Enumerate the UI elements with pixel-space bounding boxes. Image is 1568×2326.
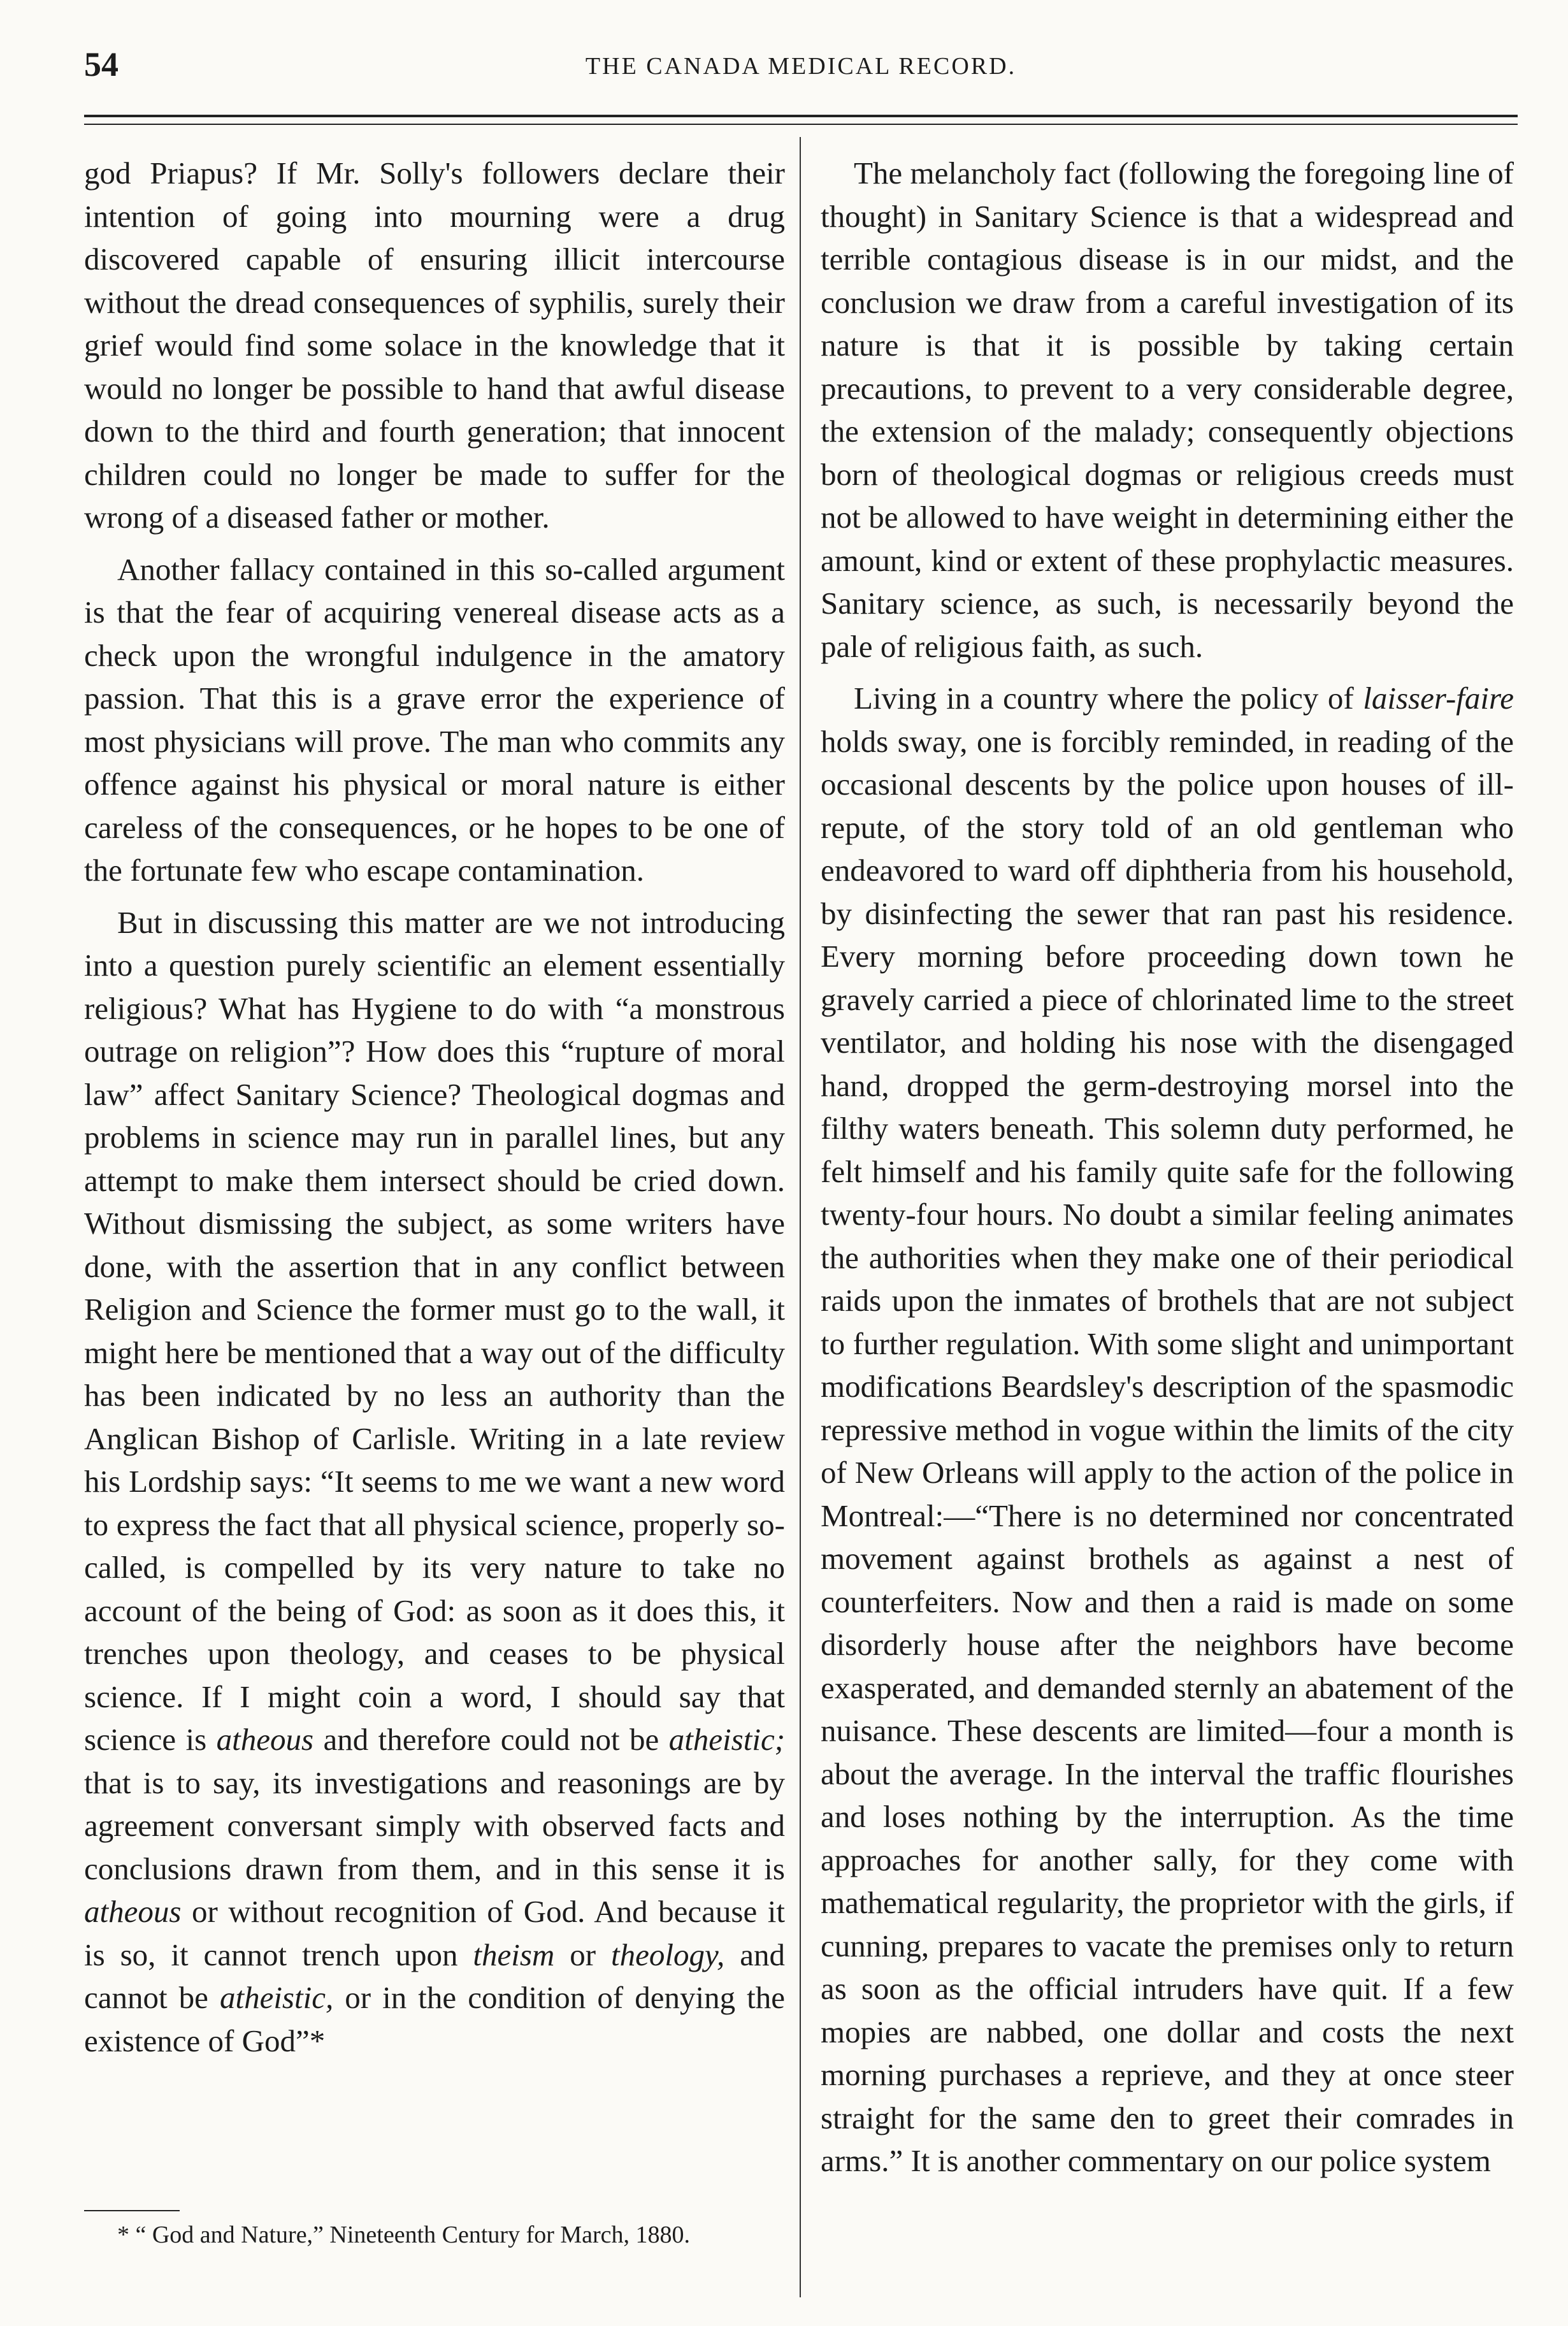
italic-term: laisser-faire (1363, 681, 1514, 716)
footnote (84, 2218, 785, 2253)
text-run: or (570, 1937, 596, 1972)
italic-term: atheous (84, 1894, 182, 1929)
column-divider (800, 137, 801, 2297)
text-run: or without recognition of God. And because it is so, it cannot trench upon (84, 1894, 785, 1972)
text-run: that is to say, its investigations and reasonings are by agreement conversant simply with observed facts and conclusions drawn from them, and in this sense it is (84, 1765, 785, 1886)
left-column (84, 152, 785, 2071)
italic-term: atheistic; (668, 1722, 786, 1757)
right-column (821, 152, 1514, 2192)
header-rule-thick (84, 115, 1518, 117)
right-paragraph-2 (821, 677, 1514, 2183)
header-rule-thin (84, 124, 1518, 125)
text-run: Living in a country where the policy of (854, 681, 1354, 716)
text-run: holds sway, one is forcibly reminded, in reading of the occasional descents by the police upon houses of ill-repute, of the story told of an old gentleman who endeavored to ward off diphtheria from his household, by disinfecting the sewer that ran past his residence. Every morning before proceeding down town he gravely carried a piece of chlorinated lime to the street ventilator, and holding his nose with the disengaged hand, dropped the germ-destroying morsel into the filthy waters beneath. This solemn duty performed, he felt himself and his family quite safe for the following twenty-four hours. No doubt a similar feeling animates the authorities when they make one of their periodical raids upon the inmates of brothels that are not subject to further regulation. With some slight and unimportant modifications Beardsley's description of the spasmodic repressive method in vogue within the limits of the city of New Orleans will apply to the action of the police in Montreal:—“There is no determined nor concentrated movement against brothels as against a nest of counterfeiters. Now and then a raid is made on some disorderly house after the neighbors have become exasperated, and demanded sternly an abatement of the nuisance. These descents are limited—four a month is about the average. In the interval the traffic flourishes and loses nothing by the interruption. As the time approaches for another sally, for they come with mathematical regularity, the proprietor with the girls, if cunning, prepares to vacate the premises only to return as soon as the official intruders have quit. If a few mopies are nabbed, one dollar and costs the next morning purchases a reprieve, and they at once steer straight for the same den to greet their comrades in arms.” It is another commentary on our police system (821, 723, 1514, 2178)
text-run: But in discussing this matter are we not introducing into a question purely scientific an element essentially religious? What has Hygiene to do with “a monstrous outrage on religion”? How does this “rupture of moral law” affect Sanitary Science? Theological dogmas and problems in science may run in parallel lines, but any attempt to make them intersect should be cried down. Without dismissing the subject, as some writers have done, with the assertion that in any conflict between Religion and Science the former must go to the wall, it might here be mentioned that a way out of the difficulty has been indicated by no less an authority than the Anglican Bishop of Carlisle. Writing in a late review his Lordship says: “It seems to me we want a new word to express the fact that all physical science, properly so-called, is compelled by its very nature to take no account of the being of God: as soon as it does this, it trenches upon theology, and ceases to be physical science. If I might coin a word, I should say that science is (84, 904, 785, 1757)
footnote-text: “ God and Nature,” Nineteenth Century for March, 1880. (135, 2221, 691, 2248)
text-run: or in the condition of denying the existence of God”* (84, 1980, 785, 2058)
footnote-marker: * (117, 2221, 129, 2248)
text-run: and therefore could not be (323, 1722, 659, 1757)
page-number: 54 (84, 45, 119, 83)
italic-term: theology, (611, 1937, 725, 1972)
footnote-rule (84, 2210, 180, 2211)
left-paragraph-2: Another fallacy contained in this so-called argument is that the fear of acquiring venereal disease acts as a check upon the wrongful indulgence in the amatory passion. That this is a grave error the experience of most physicians will prove. The man who commits any offence against his physical or moral nature is either careless of the consequences, or he hopes to be one of the fortunate few who escape contamination. (84, 551, 785, 888)
text-run: and cannot be (84, 1937, 785, 2015)
italic-term: atheistic, (219, 1980, 334, 2015)
left-paragraph-1: god Priapus? If Mr. Solly's followers declare their intention of going into mourning were a drug discovered capable of ensuring illicit intercourse without the dread consequences of syphilis, surely their grief would find some solace in the knowledge that it would no longer be possible to hand that awful disease down to the third and fourth generation; that innocent children could no longer be made to suffer for the wrong of a diseased father or mother. (84, 155, 785, 535)
right-paragraph-1: The melancholy fact (following the foregoing line of thought) in Sanitary Science is that a widespread and terrible contagious disease is in our midst, and the conclusion we draw from a careful investigation of its nature is that it is possible by taking certain precautions, to prevent to a very considerable degree, the extension of the malady; consequently objections born of theological dogmas or religious creeds must not be allowed to have weight in determining either the amount, kind or extent of these prophylactic measures. Sanitary science, as such, is necessarily beyond the pale of religious faith, as such. (821, 155, 1514, 664)
page-header (84, 45, 1518, 96)
journal-title: THE CANADA MEDICAL RECORD. (585, 53, 1017, 80)
italic-term: atheous (216, 1722, 314, 1757)
italic-term: theism (473, 1937, 555, 1972)
left-paragraph-3 (84, 901, 785, 2063)
